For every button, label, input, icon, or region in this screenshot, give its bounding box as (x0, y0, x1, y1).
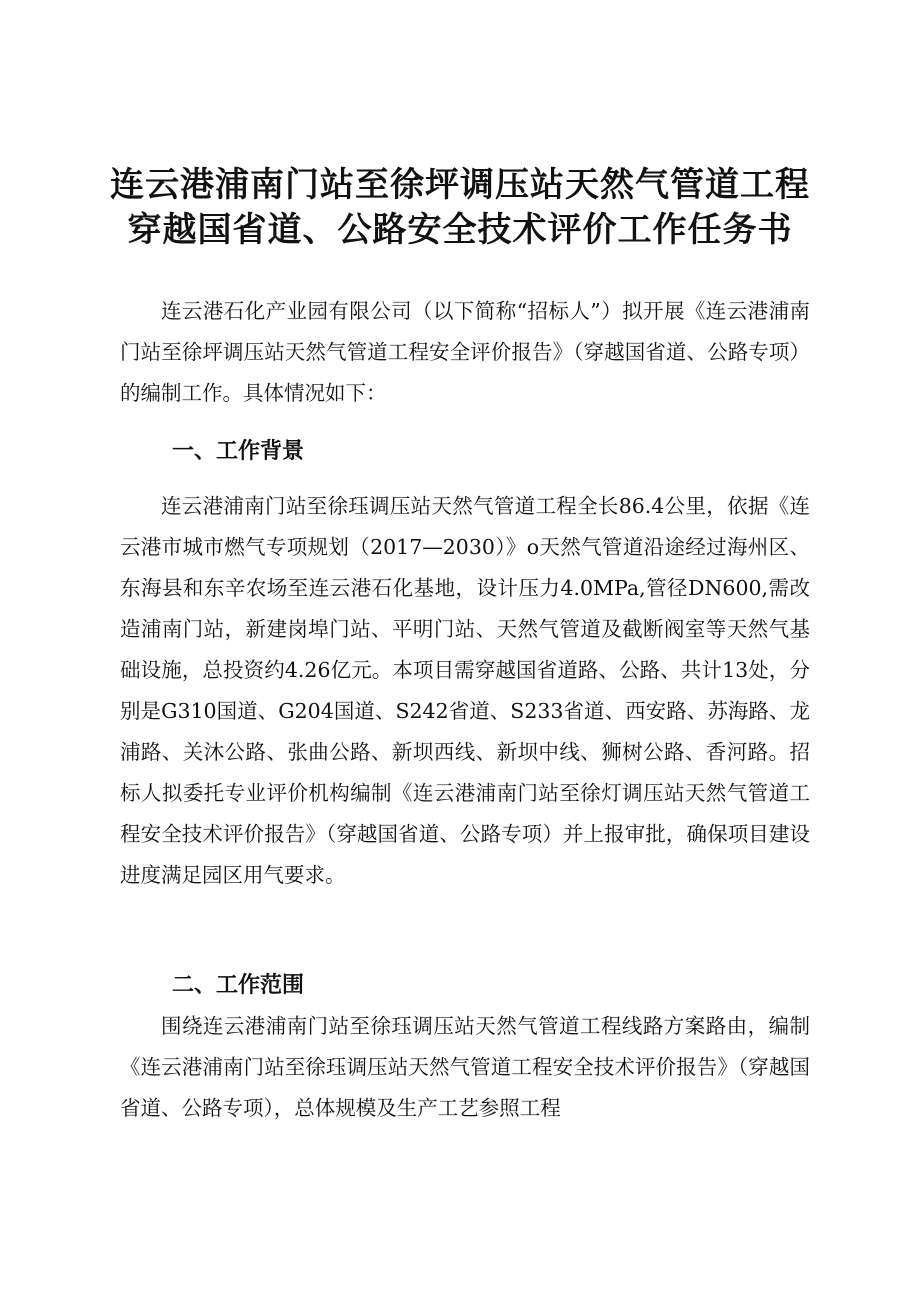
intro-paragraph: 连云港石化产业园有限公司（以下简称“招标人”）拟开展《连云港浦南门站至徐坪调压站天然气管道工程安全评价报告》（穿越国省道、公路专项）的编制工作。具体情况如下： (120, 299, 810, 405)
section-heading-background: 一、工作背景 (172, 439, 305, 464)
background-paragraph: 连云港浦南门站至徐珏调压站天然气管道工程全长86.4公里，依据《连云港市城市燃气专项规划（2017—2030）》o天然气管道沿途经过海州区、东海县和东辛农场至连云港石化基地，设计压力4.0MPa,管径DN600,需改造浦南门站，新建岗埠门站、平明门站、天然气管道及截断阀室等天然气基础设施，总投资约4.26亿元。本项目需穿越国省道路、公路、共计13处，分别是G310国道、G204国道、S242省道、S233省道、西安路、苏海路、龙浦路、关沐公路、张曲公路、新坝西线、新坝中线、狮树公路、香河路。招标人拟委托专业评价机构编制《连云港浦南门站至徐灯调压站天然气管道工程安全技术评价报告》（穿越国省道、公路专项）并上报审批，确保项目建设进度满足园区用气要求。 (120, 494, 810, 887)
document-title-line-1: 连云港浦南门站至徐坪调压站天然气管道工程 (110, 165, 810, 205)
section-heading-scope: 二、工作范围 (172, 973, 305, 998)
scope-paragraph: 围绕连云港浦南门站至徐珏调压站天然气管道工程线路方案路由，编制《连云港浦南门站至徐珏调压站天然气管道工程安全技术评价报告》（穿越国省道、公路专项），总体规模及生产工艺参照工程 (120, 1014, 810, 1120)
document-title-line-2: 穿越国省道、公路安全技术评价工作任务书 (127, 210, 793, 250)
